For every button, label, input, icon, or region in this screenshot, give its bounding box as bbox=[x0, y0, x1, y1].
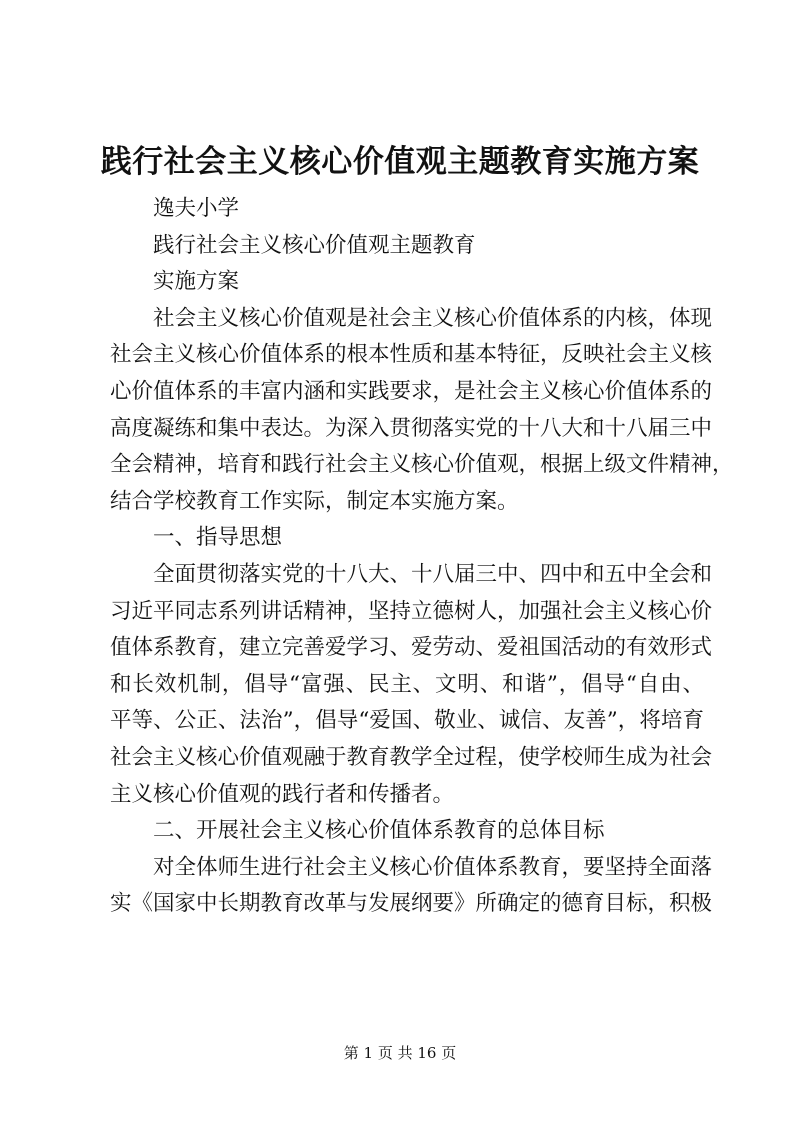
paragraph-line: 实《国家中长期教育改革与发展纲要》所确定的德育目标，积极 bbox=[110, 891, 713, 917]
paragraph-line: 社会主义核心价值体系的根本性质和基本特征，反映社会主义核 bbox=[110, 342, 713, 368]
section-2-heading: 二、开展社会主义核心价值体系教育的总体目标 bbox=[153, 818, 605, 844]
paragraph-line: 值体系教育，建立完善爱学习、爱劳动、爱祖国活动的有效形式 bbox=[110, 635, 713, 661]
section-1-paragraph bbox=[110, 557, 713, 813]
paragraph-line: 社会主义核心价值观融于教育教学全过程，使学校师生成为社会 bbox=[110, 744, 713, 770]
page-footer: 第 1 页 共 16 页 bbox=[343, 1044, 457, 1062]
paragraph-line: 全面贯彻落实党的十八大、十八届三中、四中和五中全会和 bbox=[153, 561, 713, 587]
paragraph-line: 和长效机制，倡导“富强、民主、文明、和谐”，倡导“自由、 bbox=[110, 671, 704, 697]
paragraph-line: 全会精神，培育和践行社会主义核心价值观，根据上级文件精神， bbox=[110, 452, 734, 478]
document-title: 践行社会主义核心价值观主题教育实施方案 bbox=[100, 144, 700, 180]
paragraph-line: 对全体师生进行社会主义核心价值体系教育，要坚持全面落 bbox=[153, 854, 713, 880]
intro-paragraph bbox=[110, 301, 734, 521]
paragraph-line: 主义核心价值观的践行者和传播者。 bbox=[110, 781, 455, 807]
section-2-paragraph bbox=[110, 850, 713, 923]
paragraph-line: 平等、公正、法治”，倡导“爱国、敬业、诚信、友善”，将培育 bbox=[110, 708, 704, 734]
subtitle-line-2: 实施方案 bbox=[153, 269, 240, 295]
section-1-heading: 一、指导思想 bbox=[153, 525, 283, 551]
subtitle-line-1: 践行社会主义核心价值观主题教育 bbox=[153, 232, 476, 258]
school-name: 逸夫小学 bbox=[153, 196, 240, 221]
paragraph-line: 社会主义核心价值观是社会主义核心价值体系的内核，体现 bbox=[153, 305, 713, 331]
paragraph-line: 心价值体系的丰富内涵和实践要求，是社会主义核心价值体系的 bbox=[110, 378, 713, 404]
paragraph-line: 结合学校教育工作实际，制定本实施方案。 bbox=[110, 488, 519, 514]
paragraph-line: 高度凝练和集中表达。为深入贯彻落实党的十八大和十八届三中 bbox=[110, 415, 713, 441]
paragraph-line: 习近平同志系列讲话精神，坚持立德树人，加强社会主义核心价 bbox=[110, 598, 713, 624]
document-body bbox=[110, 191, 734, 923]
